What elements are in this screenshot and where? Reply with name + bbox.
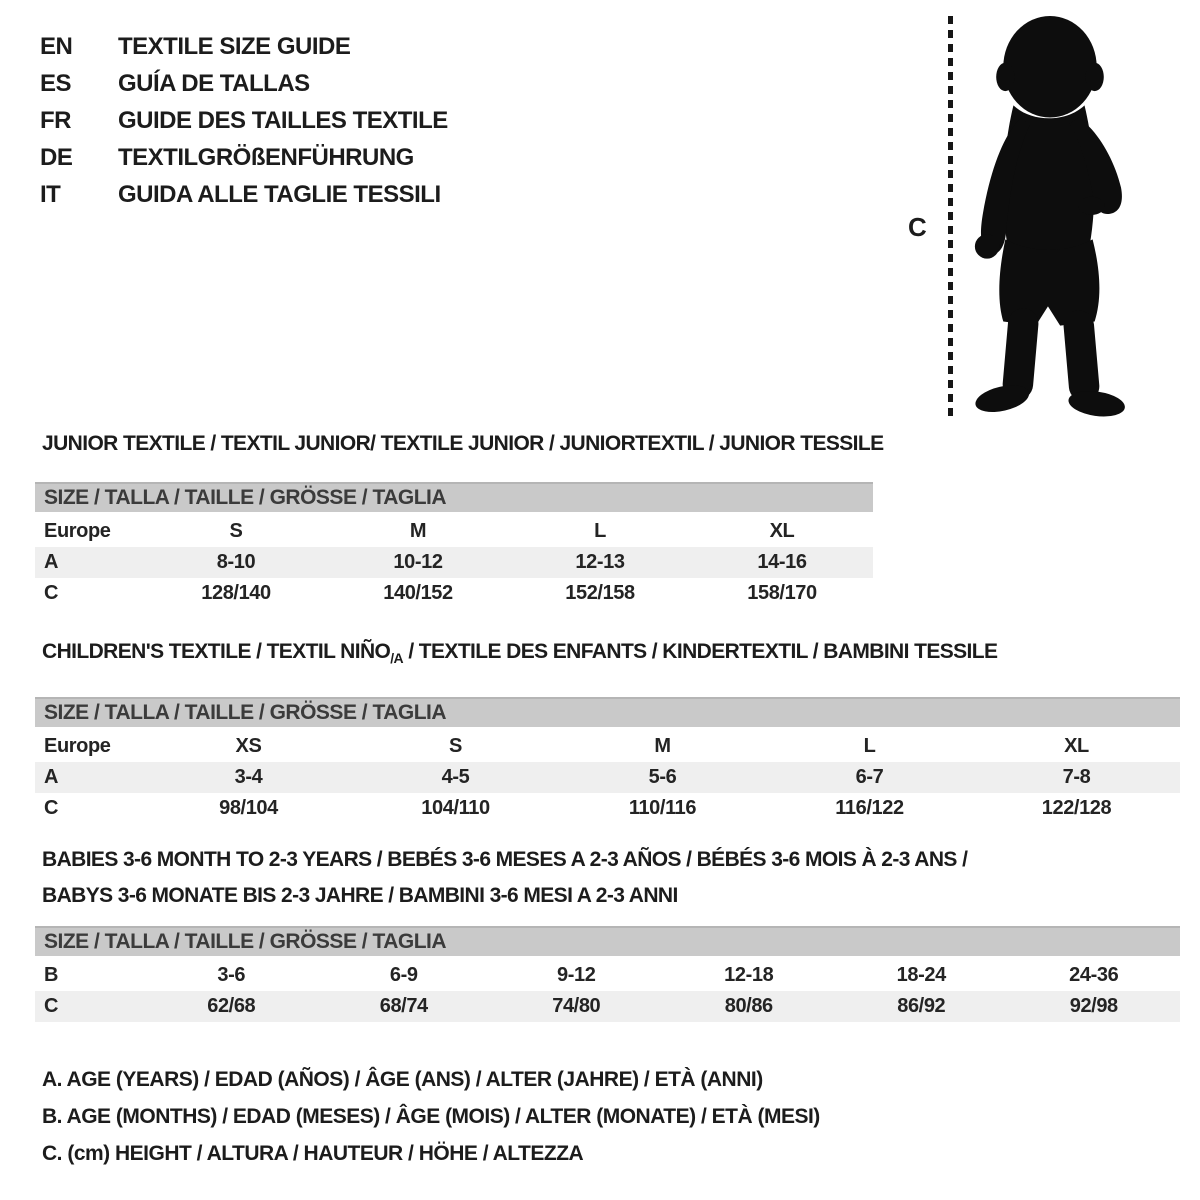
size-cell: M [409, 520, 427, 542]
size-cell: 12-18 [724, 964, 774, 986]
language-row [40, 28, 448, 65]
table-row [35, 731, 1180, 762]
language-code: EN [40, 32, 73, 60]
language-header [40, 28, 448, 213]
title-subscript: /A [390, 650, 404, 667]
language-label: GUIDE DES TAILLES TEXTILE [118, 106, 448, 134]
row-label: Europe [44, 520, 111, 542]
row-label: Europe [44, 735, 111, 758]
section-title [42, 842, 1180, 914]
height-dimension-line [948, 16, 953, 420]
size-cell: 152/158 [565, 582, 635, 604]
size-cell: M [654, 735, 671, 758]
size-cell: 98/104 [219, 797, 278, 820]
table-row [35, 960, 1180, 991]
section-title [42, 641, 1180, 669]
size-cell: 116/122 [835, 797, 904, 820]
table-row [35, 578, 873, 609]
dimension-label-c: C [908, 212, 927, 242]
row-label: C [44, 797, 59, 820]
size-cell: 14-16 [757, 551, 807, 573]
toddler-silhouette-icon [963, 14, 1139, 420]
size-cell: 24-36 [1069, 964, 1119, 986]
table-row [35, 762, 1180, 793]
language-label: GUÍA DE TALLAS [118, 69, 310, 97]
size-cell: 3-6 [217, 964, 246, 986]
table-row [35, 547, 873, 578]
size-cell: XL [1064, 735, 1089, 758]
size-cell: 18-24 [896, 964, 946, 986]
language-code: DE [40, 143, 73, 171]
size-cell: 8-10 [216, 551, 256, 573]
size-cell: 68/74 [379, 995, 428, 1017]
size-cell: 3-4 [234, 766, 263, 789]
size-cell: L [594, 520, 606, 542]
language-row [40, 176, 448, 213]
table-row [35, 516, 873, 547]
size-cell: S [229, 520, 243, 542]
size-cell: 86/92 [897, 995, 946, 1017]
row-label: A [44, 766, 59, 789]
legend-line-a: A. AGE (YEARS) / EDAD (AÑOS) / ÂGE (ANS) / ALTER (JAHRE) / ETÀ (ANNI) [42, 1068, 763, 1091]
size-cell: 10-12 [393, 551, 443, 573]
size-cell: 4-5 [441, 766, 470, 789]
row-label: C [44, 582, 59, 604]
size-cell: L [863, 735, 876, 758]
size-cell: 110/116 [628, 797, 697, 820]
language-code: FR [40, 106, 71, 134]
title-line-1: BABIES 3-6 MONTH TO 2-3 YEARS / BEBÉS 3-6 MESES A 2-3 AÑOS / BÉBÉS 3-6 MOIS À 2-3 ANS / [42, 848, 968, 871]
size-cell: 158/170 [747, 582, 817, 604]
language-label: GUIDA ALLE TAGLIE TESSILI [118, 180, 441, 208]
language-label: TEXTILE SIZE GUIDE [118, 32, 351, 60]
size-table-header: SIZE / TALLA / TAILLE / GRÖSSE / TAGLIA [35, 926, 1180, 956]
title-text: CHILDREN'S TEXTILE / TEXTIL NIÑO [42, 640, 391, 663]
size-cell: 6-9 [389, 964, 418, 986]
size-cell: 122/128 [1041, 797, 1112, 820]
size-cell: 128/140 [201, 582, 271, 604]
legend-line-b: B. AGE (MONTHS) / EDAD (MESES) / ÂGE (MOIS) / ALTER (MONATE) / ETÀ (MESI) [42, 1105, 820, 1128]
size-table [35, 731, 1180, 824]
title-text: / TEXTILE DES ENFANTS / KINDERTEXTIL / BAMBINI TESSILE [403, 640, 998, 663]
section-title: JUNIOR TEXTILE / TEXTIL JUNIOR/ TEXTILE JUNIOR / JUNIORTEXTIL / JUNIOR TESSILE [42, 432, 884, 455]
size-cell: 74/80 [552, 995, 601, 1017]
size-cell: 62/68 [207, 995, 256, 1017]
section-junior-textile [35, 432, 884, 609]
size-cell: XL [769, 520, 795, 542]
section-childrens-textile [35, 641, 1180, 824]
language-row [40, 139, 448, 176]
language-code: IT [40, 180, 61, 208]
size-cell: 140/152 [383, 582, 453, 604]
language-label: TEXTILGRÖßENFÜHRUNG [118, 143, 414, 171]
size-cell: XS [235, 735, 262, 758]
size-table-header: SIZE / TALLA / TAILLE / GRÖSSE / TAGLIA [35, 697, 1180, 727]
legend-line-c: C. (cm) HEIGHT / ALTURA / HAUTEUR / HÖHE / ALTEZZA [42, 1142, 584, 1165]
size-cell: 80/86 [724, 995, 773, 1017]
size-table [35, 516, 873, 609]
size-cell: 12-13 [575, 551, 625, 573]
size-cell: 9-12 [557, 964, 596, 986]
table-row [35, 793, 1180, 824]
size-cell: 5-6 [648, 766, 677, 789]
language-code: ES [40, 69, 72, 97]
size-cell: 7-8 [1062, 766, 1091, 789]
row-label: C [44, 995, 59, 1017]
language-row [40, 102, 448, 139]
table-row [35, 991, 1180, 1022]
legend [42, 1068, 820, 1179]
size-table-header: SIZE / TALLA / TAILLE / GRÖSSE / TAGLIA [35, 482, 873, 512]
title-line-2: BABYS 3-6 MONATE BIS 2-3 JAHRE / BAMBINI 3-6 MESI A 2-3 ANNI [42, 884, 678, 907]
language-row [40, 65, 448, 102]
size-cell: 6-7 [855, 766, 884, 789]
row-label: B [44, 964, 59, 986]
section-babies-textile [35, 842, 1180, 1022]
size-table [35, 960, 1180, 1022]
size-cell: 104/110 [421, 797, 490, 820]
size-cell: S [449, 735, 462, 758]
row-label: A [44, 551, 59, 573]
size-cell: 92/98 [1069, 995, 1118, 1017]
